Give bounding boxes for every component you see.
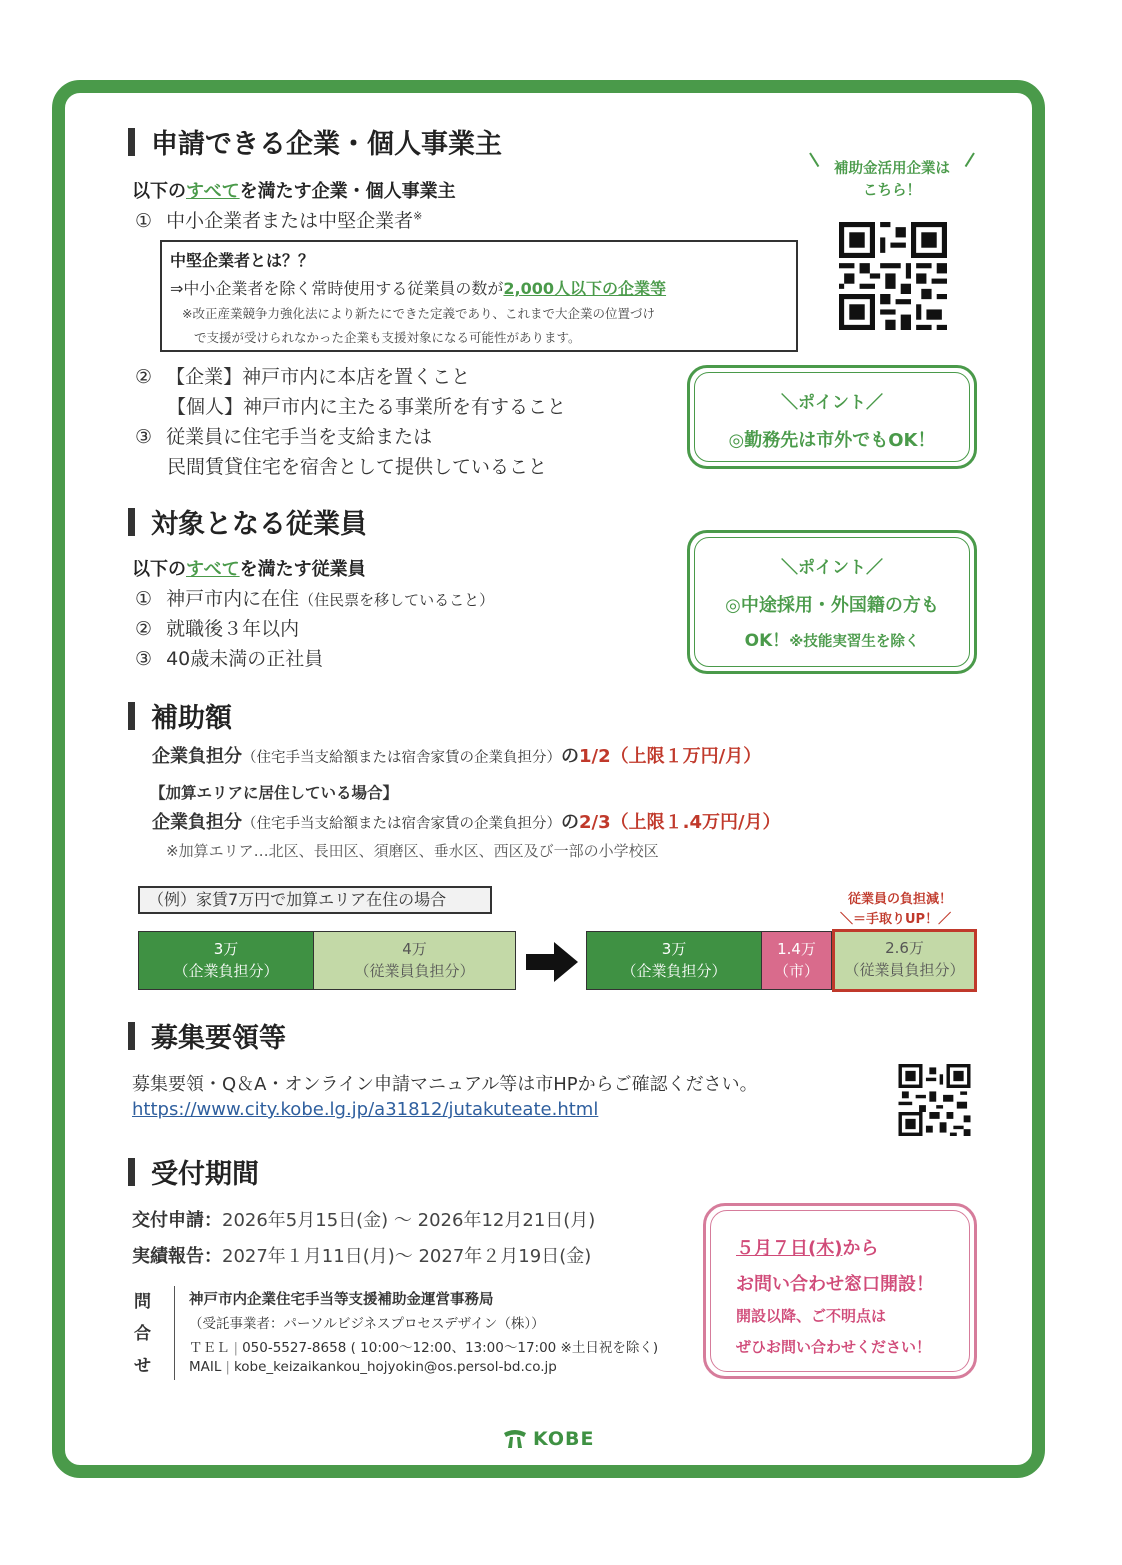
- cell-who: （市）: [773, 962, 819, 980]
- lead-post: を満たす従業員: [239, 559, 366, 580]
- subsidy-particle: の: [561, 812, 579, 833]
- heading-bar: [128, 128, 135, 156]
- qr-label-line-2: こちら！: [863, 183, 921, 199]
- subsidy-detail: （住宅手当支給額または宿舎家賃の企業負担分）: [242, 750, 561, 766]
- bonus-area-note: ※加算エリア…北区、長田区、須磨区、垂水区、西区及び一部の小学校区: [166, 842, 659, 860]
- guidelines-text: 募集要領・Q＆A・オンライン申請マニュアル等は市HPからご確認ください。: [132, 1074, 758, 1095]
- after-company-share: [586, 931, 762, 990]
- definition-note-1: ※改正産業競争力強化法により新たにできた定義であり、これまで大企業の位置づけ: [182, 306, 655, 321]
- heading-bar: [128, 1022, 135, 1050]
- item-number: ③: [135, 426, 153, 448]
- cell-amount: 1.4万: [777, 940, 816, 958]
- bonus-area-heading: 【加算エリアに居住している場合】: [150, 784, 399, 802]
- separator: |: [233, 1340, 239, 1356]
- heading-text: 受付期間: [151, 1159, 259, 1190]
- section-heading-applicants: [128, 122, 502, 161]
- point-line-2: [690, 626, 974, 651]
- inquiry-date-line: [736, 1234, 878, 1260]
- inquiry-text-3: 開設以降、ご不明点は: [736, 1307, 887, 1325]
- lead-emphasis: すべて: [186, 559, 240, 580]
- after-city-share: [762, 931, 832, 990]
- inquiry-open-text: お問い合わせ窓口開設！: [736, 1274, 934, 1295]
- item-text: 従業員に住宅手当を支給または: [166, 426, 433, 448]
- tel-value[interactable]: 050-5527-8658 ( 10:00〜12:00、13:00〜17:00 ※土日祝を除く): [242, 1340, 659, 1356]
- definition-box: [160, 240, 798, 352]
- contact-mail: [189, 1359, 557, 1375]
- contact-label: [134, 1286, 158, 1382]
- cell-amount: 3万: [661, 940, 687, 958]
- subsidy-subject: 企業負担分: [152, 746, 242, 767]
- logo-text: KOBE: [533, 1428, 595, 1450]
- employee-item-1: [135, 584, 494, 611]
- period-value: 2027年１月11日(月)〜 2027年２月19日(金): [222, 1246, 592, 1267]
- point-title: ＼ポイント／: [781, 558, 883, 578]
- item-number: ②: [135, 366, 153, 388]
- section-heading-subsidy: [128, 696, 232, 735]
- separator: |: [225, 1359, 230, 1375]
- cell-who: （企業負担分）: [173, 962, 279, 980]
- period-grant-application: [132, 1206, 595, 1232]
- applicant-item-2-line-1: [135, 362, 470, 389]
- subsidy-particle: の: [561, 746, 579, 767]
- heading-bar: [128, 702, 135, 730]
- item-text: 40歳未満の正社員: [166, 648, 324, 670]
- contact-tel: [189, 1336, 658, 1356]
- inquiry-date-suffix: から: [842, 1238, 879, 1259]
- mail-label: MAIL: [189, 1359, 222, 1375]
- heading-text: 申請できる企業・個人事業主: [151, 129, 502, 160]
- definition-emphasis: 2,000人以下の企業等: [503, 279, 667, 298]
- example-callout-2: ＼＝手取りUP！／: [840, 912, 952, 927]
- example-label: （例）家賃7万円で加算エリア在住の場合: [138, 886, 492, 914]
- inquiry-open-box: [703, 1203, 977, 1379]
- heading-text: 募集要領等: [151, 1023, 286, 1054]
- cell-amount: 3万: [213, 940, 239, 958]
- tel-label: ＴＥＬ: [189, 1340, 230, 1356]
- subsidy-detail: （住宅手当支給額または宿舎家賃の企業負担分）: [242, 816, 561, 832]
- point-exception: ※技能実習生を除く: [789, 634, 920, 650]
- item-text: 就職後３年以内: [166, 618, 300, 640]
- definition-line: [170, 276, 666, 299]
- heading-text: 対象となる従業員: [151, 509, 367, 540]
- lead-post: を満たす企業・個人事業主: [239, 181, 456, 202]
- qr-code-companies[interactable]: [838, 222, 948, 330]
- item-text: 中小企業者または中堅企業者: [166, 210, 414, 232]
- applicant-item-2-line-2: 【個人】神戸市内に主たる事業所を有すること: [167, 396, 567, 418]
- point-body: ◎勤務先は市外でもOK！: [728, 430, 936, 451]
- cell-who: （従業員負担分）: [354, 962, 475, 980]
- lead-emphasis: すべて: [186, 181, 240, 202]
- contact-label-char: 問: [134, 1292, 151, 1312]
- point-box-foreigners: [687, 530, 977, 674]
- employees-lead: [132, 555, 366, 581]
- employee-item-2: [135, 614, 299, 641]
- subsidy-subject: 企業負担分: [152, 812, 242, 833]
- point-line-1: ◎中途採用・外国籍の方も: [725, 595, 939, 616]
- item-number: ②: [135, 618, 153, 640]
- qr-code-guidelines[interactable]: [897, 1064, 972, 1136]
- point-ok: OK！: [744, 631, 790, 651]
- item-number: ③: [135, 648, 153, 670]
- contact-label-char: 合: [134, 1324, 151, 1344]
- item-number: ①: [135, 210, 153, 232]
- section-heading-guidelines: [128, 1016, 286, 1055]
- period-label: 実績報告：: [132, 1246, 222, 1267]
- subsidy-rate: 1/2（上限１万円/月）: [579, 746, 762, 767]
- item-note: （住民票を移していること）: [299, 591, 495, 609]
- period-value: 2026年5月15日(金) 〜 2026年12月21日(月): [222, 1210, 596, 1231]
- lead-pre: 以下の: [132, 181, 186, 202]
- item-text: 【企業】神戸市内に本店を置くこと: [166, 366, 471, 388]
- applicant-item-3-line-2: 民間賃貸住宅を宿舎として提供していること: [167, 456, 548, 478]
- definition-text: ⇒中小企業者を除く常時使用する従業員の数が: [170, 279, 504, 298]
- definition-title: 中堅企業者とは？？: [170, 251, 315, 270]
- contact-divider: [174, 1286, 175, 1380]
- subsidy-rate: 2/3（上限１.4万円/月）: [579, 812, 781, 833]
- point-title: ＼ポイント／: [781, 393, 883, 413]
- contact-contractor: （受託事業者：パーソルビジネスプロセスデザイン（株））: [189, 1316, 545, 1332]
- applicants-lead: [132, 177, 456, 203]
- guidelines-link[interactable]: https://www.city.kobe.lg.jp/a31812/jutakuteate.html: [132, 1099, 599, 1120]
- mail-value[interactable]: kobe_keizaikankou_hojyokin@os.persol-bd.co.jp: [233, 1359, 557, 1375]
- period-result-report: [132, 1242, 591, 1268]
- inquiry-date: ５月７日(木): [736, 1238, 843, 1259]
- example-callout-1: 従業員の負担減！: [848, 892, 953, 907]
- cell-who: （企業負担分）: [621, 962, 727, 980]
- section-heading-period: [128, 1152, 259, 1191]
- qr-companies-label: [808, 158, 976, 202]
- arrow-right-icon: [526, 942, 578, 982]
- before-company-share: [138, 931, 314, 990]
- applicant-item-1: [135, 206, 422, 233]
- lead-pre: 以下の: [132, 559, 186, 580]
- qr-label-line-1: 補助金活用企業は: [834, 161, 950, 177]
- heading-text: 補助額: [151, 703, 232, 734]
- point-box-workplace: [687, 365, 977, 469]
- inquiry-text-4: ぜひお問い合わせください！: [736, 1338, 932, 1356]
- kobe-logo: [503, 1428, 594, 1450]
- cell-amount: 2.6万: [885, 939, 924, 957]
- cell-who: （従業員負担分）: [844, 961, 965, 979]
- period-label: 交付申請：: [132, 1210, 222, 1231]
- cell-amount: 4万: [402, 940, 427, 958]
- after-employee-share: [832, 929, 977, 992]
- contact-label-char: せ: [134, 1356, 151, 1376]
- section-heading-employees: [128, 502, 367, 541]
- applicant-item-3-line-1: [135, 422, 432, 449]
- heading-bar: [128, 508, 135, 536]
- item-text: 神戸市内に在住: [166, 588, 300, 610]
- employee-item-3: [135, 644, 323, 671]
- subsidy-rate-normal: [152, 742, 761, 768]
- before-employee-share: [314, 931, 516, 990]
- heading-bar: [128, 1158, 135, 1186]
- item-note-mark: ※: [413, 209, 423, 223]
- definition-note-2: で支援が受けられなかった企業も支援対象になる可能性があります。: [194, 330, 581, 345]
- subsidy-rate-bonus: [152, 808, 781, 834]
- kobe-city-mark-icon: [503, 1429, 527, 1449]
- item-number: ①: [135, 588, 153, 610]
- contact-organization: 神戸市内企業住宅手当等支援補助金運営事務局: [189, 1292, 494, 1308]
